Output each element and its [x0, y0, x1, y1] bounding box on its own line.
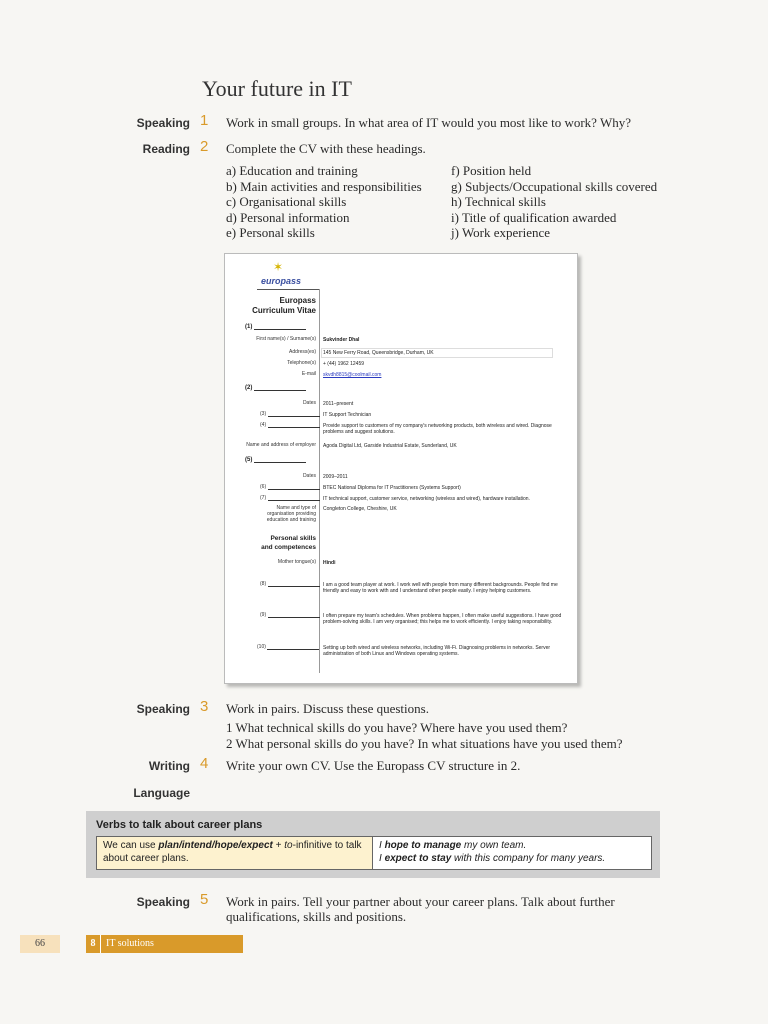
divider: [257, 289, 319, 290]
activity-2-number: 2: [200, 138, 209, 155]
headings-column-left: [226, 163, 422, 241]
dates-value: 2011–present: [323, 401, 354, 407]
telephone-value: + (44) 1962 12459: [323, 361, 365, 367]
blank-line: [254, 385, 306, 391]
blank-5: [245, 457, 306, 463]
heading-item: h) Technical skills: [451, 194, 546, 209]
dates-value: 2009–2011: [323, 474, 348, 480]
activity-2-text: Complete the CV with these headings.: [226, 141, 426, 156]
rule-verbs: plan/intend/hope/expect: [158, 840, 273, 851]
language-examples: [373, 837, 651, 869]
activity-3-number: 3: [200, 698, 209, 715]
address-value: 145 New Ferry Road, Queensbridge, Durham, UK: [323, 350, 434, 356]
heading-item: i) Title of qualification awarded: [451, 209, 617, 225]
blank-line: [254, 324, 306, 330]
question-1: 1 What technical skills do you have? Where have you used them?: [226, 720, 568, 735]
activity-3-label: Speaking: [136, 702, 190, 716]
heading-item: b) Main activities and responsibilities: [226, 178, 422, 194]
blank-line: [268, 495, 320, 501]
activity-1-number: 1: [200, 112, 209, 129]
blank-number: (5): [245, 457, 253, 463]
skills-8-value: I am a good team player at work. I work well with people from many different backgrounds. People find me friendly and easy to work with and I understand other people easily. I enjoy helping customers.: [323, 582, 558, 594]
activity-1-text: Work in small groups. In what area of IT would you most like to work? Why?: [226, 115, 632, 130]
page-title: Your future in IT: [202, 76, 352, 101]
heading-item: c) Organisational skills: [226, 194, 347, 209]
activity-3-text: Work in pairs. Discuss these questions.: [226, 701, 429, 716]
mother-tongue-label: Mother tongue(s): [277, 559, 316, 565]
organisation-value: Congleton College, Cheshire, UK: [323, 506, 397, 512]
language-box-title: Verbs to talk about career plans: [96, 819, 263, 831]
blank-line: [254, 457, 306, 463]
question-2: 2 What personal skills do you have? In what situations have you used them?: [226, 736, 623, 751]
blank-number: (8): [260, 581, 267, 587]
heading-item: d) Personal information: [226, 209, 350, 225]
example-text: I: [379, 840, 385, 851]
cv-title-line: Curriculum Vitae: [252, 306, 316, 315]
example-text: I: [379, 853, 385, 864]
subjects-value: IT technical support, customer service, networking (wireless and wired), hardware installation.: [323, 496, 530, 502]
blank-number: (9): [260, 612, 267, 618]
star-icon: ✶: [273, 260, 284, 274]
address-label: Address(es): [289, 349, 316, 355]
example-text: my own team.: [461, 840, 527, 851]
heading-item: g) Subjects/Occupational skills covered: [451, 178, 658, 194]
activity-2-label: Reading: [142, 142, 190, 156]
example-bold: expect to stay: [384, 853, 452, 864]
qualification-value: BTEC National Diploma for IT Practitioners (Systems Support): [323, 485, 461, 491]
blank-line: [268, 581, 320, 587]
skills-10-value: Setting up both wired and wireless networks, including Wi-Fi. Diagnosing problems in networks. Server administration of both Linux and Windows operating systems.: [323, 645, 551, 657]
name-value: Sukvinder Dhal: [323, 337, 360, 343]
language-rule: [97, 837, 373, 869]
rule-to: to: [284, 840, 293, 851]
heading-item: a) Education and training: [226, 163, 358, 178]
blank-line: [268, 612, 320, 618]
activity-5-number: 5: [200, 891, 209, 908]
employer-value: Agoda Digital Ltd, Garside Industrial Estate, Sunderland, UK: [323, 443, 457, 449]
chapter-number: 8: [86, 935, 101, 953]
activity-4-label: Writing: [148, 759, 190, 773]
heading-item: f) Position held: [451, 163, 532, 178]
europass-logo: europass: [261, 276, 302, 286]
chapter-title: IT solutions: [106, 938, 154, 949]
dates-label: Dates: [302, 473, 316, 479]
activity-1-label: Speaking: [136, 116, 190, 130]
position-value: IT Support Technician: [323, 412, 372, 418]
rule-text: We can use: [103, 840, 159, 851]
blank-number: (3): [260, 411, 267, 417]
activity-4-number: 4: [200, 755, 209, 772]
example-text: with this company for many years.: [451, 853, 606, 864]
activity-5-text: Work in pairs. Tell your partner about your career plans. Talk about further: [226, 894, 615, 909]
blank-number: (7): [260, 495, 267, 501]
blank-1: [245, 324, 306, 330]
language-table: [96, 836, 652, 870]
blank-number: (10): [257, 644, 266, 650]
example-1: [379, 839, 645, 852]
personal-skills-title: [225, 534, 316, 552]
section-title-line: and competences: [261, 544, 316, 551]
blank-line: [268, 484, 320, 490]
blank-line: [268, 411, 320, 417]
duties-value: Provide support to customers of my company's networking products, both wireless and wired. Diagnose problems and suggest solutions.: [323, 423, 552, 435]
heading-item: e) Personal skills: [226, 225, 315, 240]
activity-5-label: Speaking: [136, 895, 190, 909]
cv-title-line: Europass: [279, 296, 316, 305]
page-number: 66: [20, 935, 60, 953]
blank-line: [267, 644, 319, 650]
blank-number: (6): [260, 484, 267, 490]
section-title-line: Personal skills: [270, 535, 316, 542]
mother-tongue-value: Hindi: [323, 560, 336, 566]
skills-9-value: I often prepare my team's schedules. When problems happen, I often make useful suggestions. I have good problem-solving skills. I am very organised; this helps me to work efficiently. I enjoy taking responsibility.: [323, 613, 562, 625]
cv-title: [225, 296, 316, 316]
language-box: [86, 811, 660, 878]
employer-label: Name and address of employer: [246, 442, 316, 448]
headings-column-right: [451, 163, 657, 241]
rule-text: -infinitive to talk about career plans.: [103, 840, 362, 864]
email-link[interactable]: skvdh8815@coolmail.com: [323, 372, 382, 378]
language-label: Language: [133, 786, 190, 800]
rule-text: +: [272, 840, 285, 851]
organisation-label: Name and type of organisation providing education and training: [266, 505, 316, 523]
blank-number: (4): [260, 422, 267, 428]
heading-item: j) Work experience: [451, 225, 551, 240]
telephone-label: Telephone(s): [287, 360, 316, 366]
dates-label: Dates: [302, 400, 316, 406]
email-label: E-mail: [301, 371, 316, 377]
name-label: First name(s) / Surname(s): [256, 336, 316, 342]
example-2: [379, 852, 645, 865]
activity-4-text: Write your own CV. Use the Europass CV structure in 2.: [226, 758, 521, 773]
europass-cv: [224, 253, 578, 684]
blank-2: [245, 385, 306, 391]
activity-5-text-2: qualifications, skills and positions.: [226, 909, 407, 924]
blank-number: (1): [245, 324, 253, 330]
chapter-tab: [86, 935, 243, 953]
blank-number: (2): [245, 385, 253, 391]
example-bold: hope to manage: [384, 840, 462, 851]
blank-line: [268, 422, 320, 428]
